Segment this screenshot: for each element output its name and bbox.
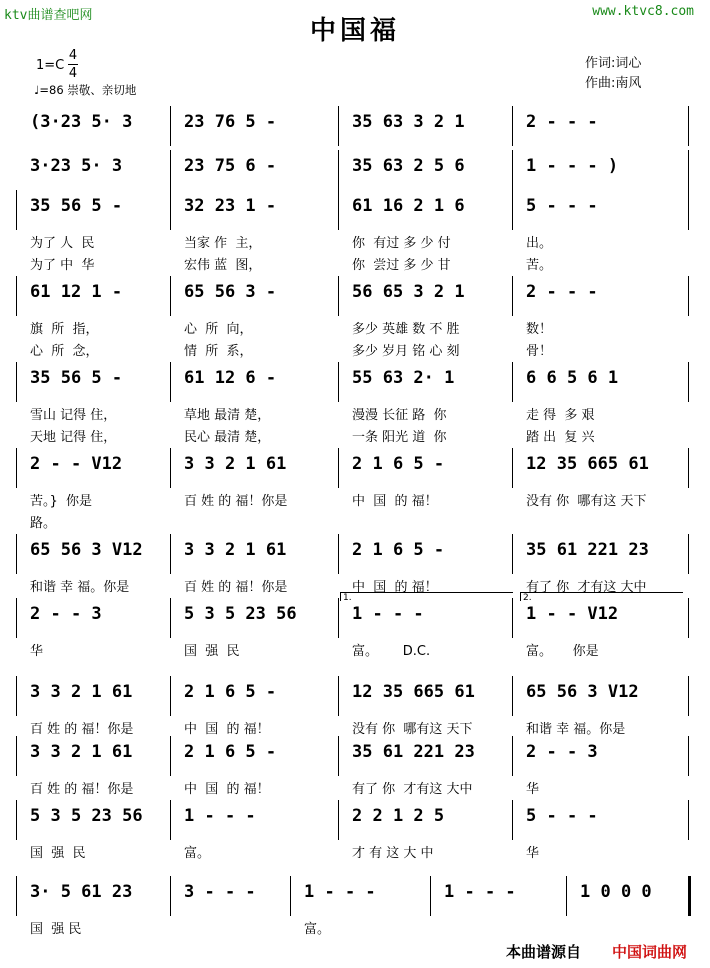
lyric-l1: 出。 — [526, 236, 553, 251]
measure-notes: 5 3 5 23 56 — [30, 806, 143, 826]
measure-notes: 3 - - - — [184, 882, 256, 902]
measure-notes: 2 1 6 5 - — [184, 742, 277, 762]
lyric-l1: 华 — [526, 782, 540, 797]
barline — [512, 598, 513, 638]
lyric-l2: 宏伟 蓝 图， — [184, 258, 262, 273]
lyric-l2: 民心 最清 楚， — [184, 430, 271, 445]
measure-notes: 2 1 6 5 - — [352, 454, 445, 474]
lyric-l1: 你 有过 多 少 付 — [352, 236, 451, 251]
lyric-l2: 一条 阳光 道 你 — [352, 430, 447, 445]
measure-notes: 3 3 2 1 61 — [30, 742, 133, 762]
lyric-l1: 富。 D.C. — [352, 644, 431, 659]
lyric-l1: 草地 最清 楚， — [184, 408, 271, 423]
measure-notes: 1 - - - ) — [526, 156, 619, 176]
score-row — [0, 276, 710, 366]
measure-notes: 1 0 0 0 — [580, 882, 652, 902]
measure-notes: 65 56 3 V12 — [526, 682, 639, 702]
measure-notes: 6 6 5 6 1 — [526, 368, 619, 388]
score-row — [0, 362, 710, 452]
barline — [512, 276, 513, 316]
time-signature: 4 4 — [68, 48, 78, 81]
lyric-l1: 华 — [30, 644, 44, 659]
measure-notes: 35 61 221 23 — [352, 742, 475, 762]
barline — [170, 362, 171, 402]
barline — [688, 106, 689, 146]
barline — [16, 676, 17, 716]
lyric-l1: 富。 你是 — [526, 644, 599, 659]
measure-notes: (3·23 5· 3 — [30, 112, 133, 132]
measure-notes: 56 65 3 2 1 — [352, 282, 465, 302]
lyric-l1: 没有 你 哪有这 天下 — [352, 722, 473, 737]
lyricist: 作词:词心 — [585, 56, 642, 71]
measure-notes: 2 1 6 5 - — [184, 682, 277, 702]
barline — [512, 106, 513, 146]
lyric-l1: 有了 你 才有这 大中 — [526, 580, 647, 595]
measure-notes: 23 76 5 - — [184, 112, 277, 132]
barline — [688, 448, 689, 488]
barline — [338, 448, 339, 488]
barline — [170, 150, 171, 190]
score-row — [0, 448, 710, 538]
volta-bracket: 1. — [340, 592, 513, 601]
barline — [338, 736, 339, 776]
measure-notes: 3 3 2 1 61 — [30, 682, 133, 702]
watermark-left: ktv曲谱查吧网 — [4, 8, 93, 23]
lyric-l1: 百 姓 的 福！你是 — [184, 494, 288, 509]
lyric-l2: 你 尝过 多 少 甘 — [352, 258, 451, 273]
lyric-l1: 苦。} 你是 — [30, 494, 93, 509]
barline — [688, 676, 689, 716]
measure-notes: 2 - - - — [526, 282, 598, 302]
barline — [566, 876, 567, 916]
measure-notes: 5 - - - — [526, 196, 598, 216]
barline — [688, 534, 689, 574]
measure-notes: 1 - - - — [352, 604, 424, 624]
barline — [512, 676, 513, 716]
barline — [170, 598, 171, 638]
lyric-l1: 中 国 的 福！ — [352, 580, 438, 595]
volta-bracket: 2. — [520, 592, 683, 601]
measure-notes: 2 - - 3 — [30, 604, 102, 624]
barline — [16, 448, 17, 488]
barline — [170, 736, 171, 776]
measure-notes: 32 23 1 - — [184, 196, 277, 216]
measure-notes: 61 16 2 1 6 — [352, 196, 465, 216]
lyric-l1: 国 强 民 — [184, 644, 240, 659]
score-row — [0, 190, 710, 280]
barline — [688, 598, 689, 638]
lyric-l1: 雪山 记得 住， — [30, 408, 117, 423]
barline — [16, 736, 17, 776]
lyric-l1: 漫漫 长征 路 你 — [352, 408, 447, 423]
lyric-l1: 富。 — [184, 846, 211, 861]
barline — [512, 800, 513, 840]
lyric-l1: 心 所 向， — [184, 322, 253, 337]
tempo-marking: ♩=86 崇敬、亲切地 — [34, 83, 137, 97]
measure-notes: 35 63 2 5 6 — [352, 156, 465, 176]
barline — [170, 276, 171, 316]
score-row — [0, 876, 710, 966]
barline — [338, 190, 339, 230]
lyric-l1: 多少 英雄 数 不 胜 — [352, 322, 460, 337]
barline — [16, 598, 17, 638]
barline — [688, 190, 689, 230]
barline — [170, 676, 171, 716]
measure-notes: 2 - - 3 — [526, 742, 598, 762]
barline — [338, 800, 339, 840]
measure-notes: 55 63 2· 1 — [352, 368, 455, 388]
lyric-l1: 和谐 幸 福。你是 — [526, 722, 626, 737]
measure-notes: 1 - - V12 — [526, 604, 619, 624]
barline — [338, 534, 339, 574]
barline — [16, 362, 17, 402]
barline — [338, 276, 339, 316]
barline — [512, 362, 513, 402]
footer-source-label: 本曲谱源自 — [506, 943, 582, 961]
lyric-l1: 有了 你 才有这 大中 — [352, 782, 473, 797]
lyric-l2: 为了 中 华 — [30, 258, 95, 273]
lyric-l2: 多少 岁月 铭 心 刻 — [352, 344, 460, 359]
lyric-l2: 路。 — [30, 516, 57, 531]
credits — [585, 54, 641, 94]
measure-notes: 2 1 6 5 - — [352, 540, 445, 560]
measure-notes: 35 61 221 23 — [526, 540, 649, 560]
lyric-l2: 骨！ — [526, 344, 553, 359]
lyric-l1: 百 姓 的 福！你是 — [30, 782, 134, 797]
barline — [16, 276, 17, 316]
barline — [688, 150, 689, 190]
barline — [688, 362, 689, 402]
lyric-l1: 数！ — [526, 322, 553, 337]
lyric-l1: 为了 人 民 — [30, 236, 95, 251]
lyric-l1: 中 国 的 福！ — [184, 782, 270, 797]
barline — [170, 190, 171, 230]
lyric-l1: 华 — [526, 846, 540, 861]
measure-notes: 12 35 665 61 — [352, 682, 475, 702]
key-signature: 1=C — [36, 58, 65, 73]
barline — [338, 362, 339, 402]
watermark-right: www.ktvc8.com — [592, 4, 694, 19]
barline — [170, 876, 171, 916]
measure-notes: 3·23 5· 3 — [30, 156, 123, 176]
measure-notes: 35 56 5 - — [30, 196, 123, 216]
measure-notes: 35 56 5 - — [30, 368, 123, 388]
barline — [512, 448, 513, 488]
barline — [170, 106, 171, 146]
barline — [170, 534, 171, 574]
lyric-l1: 百 姓 的 福！你是 — [30, 722, 134, 737]
measure-notes: 35 63 3 2 1 — [352, 112, 465, 132]
barline — [688, 876, 691, 916]
measure-notes: 65 56 3 V12 — [30, 540, 143, 560]
lyric-l2: 天地 记得 住， — [30, 430, 117, 445]
barline — [512, 150, 513, 190]
measure-notes: 1 - - - — [304, 882, 376, 902]
measure-notes: 5 3 5 23 56 — [184, 604, 297, 624]
measure-notes: 2 - - - — [526, 112, 598, 132]
measure-notes: 61 12 1 - — [30, 282, 123, 302]
lyric-l1: 富。 — [304, 922, 331, 937]
measure-notes: 65 56 3 - — [184, 282, 277, 302]
measure-notes: 23 75 6 - — [184, 156, 277, 176]
barline — [512, 190, 513, 230]
barline — [16, 800, 17, 840]
barline — [338, 598, 339, 638]
composer: 作曲:南风 — [585, 76, 642, 91]
measure-notes: 3· 5 61 23 — [30, 882, 133, 902]
barline — [512, 534, 513, 574]
barline — [338, 106, 339, 146]
measure-notes: 61 12 6 - — [184, 368, 277, 388]
lyric-l1: 没有 你 哪有这 天下 — [526, 494, 647, 509]
measure-notes: 2 - - V12 — [30, 454, 123, 474]
barline — [170, 800, 171, 840]
song-title: 中国福 — [309, 16, 400, 46]
lyric-l1: 走 得 多 艰 — [526, 408, 595, 423]
barline — [688, 800, 689, 840]
barline — [16, 876, 17, 916]
lyric-l1: 国 强 民 — [30, 922, 82, 937]
lyric-l2: 心 所 念， — [30, 344, 99, 359]
lyric-l1: 才 有 这 大 中 — [352, 846, 434, 861]
lyric-l1: 旗 所 指， — [30, 322, 99, 337]
lyric-l2: 情 所 系， — [184, 344, 253, 359]
barline — [338, 150, 339, 190]
lyric-l1: 百 姓 的 福！你是 — [184, 580, 288, 595]
measure-notes: 2 2 1 2 5 — [352, 806, 445, 826]
barline — [16, 190, 17, 230]
barline — [170, 448, 171, 488]
lyric-l2: 苦。 — [526, 258, 553, 273]
barline — [338, 676, 339, 716]
barline — [290, 876, 291, 916]
barline — [512, 736, 513, 776]
measure-notes: 12 35 665 61 — [526, 454, 649, 474]
barline — [16, 534, 17, 574]
footer-source-site: 中国词曲网 — [612, 943, 688, 961]
measure-notes: 1 - - - — [184, 806, 256, 826]
barline — [688, 736, 689, 776]
lyric-l1: 中 国 的 福！ — [184, 722, 270, 737]
measure-notes: 1 - - - — [444, 882, 516, 902]
lyric-l1: 国 强 民 — [30, 846, 86, 861]
score-row — [0, 593, 710, 688]
measure-notes: 3 3 2 1 61 — [184, 454, 287, 474]
lyric-l1: 中 国 的 福！ — [352, 494, 438, 509]
barline — [688, 276, 689, 316]
lyric-l1: 和谐 幸 福。你是 — [30, 580, 130, 595]
measure-notes: 3 3 2 1 61 — [184, 540, 287, 560]
lyric-l1: 当家 作 主， — [184, 236, 262, 251]
lyric-l2: 踏 出 复 兴 — [526, 430, 595, 445]
barline — [430, 876, 431, 916]
measure-notes: 5 - - - — [526, 806, 598, 826]
